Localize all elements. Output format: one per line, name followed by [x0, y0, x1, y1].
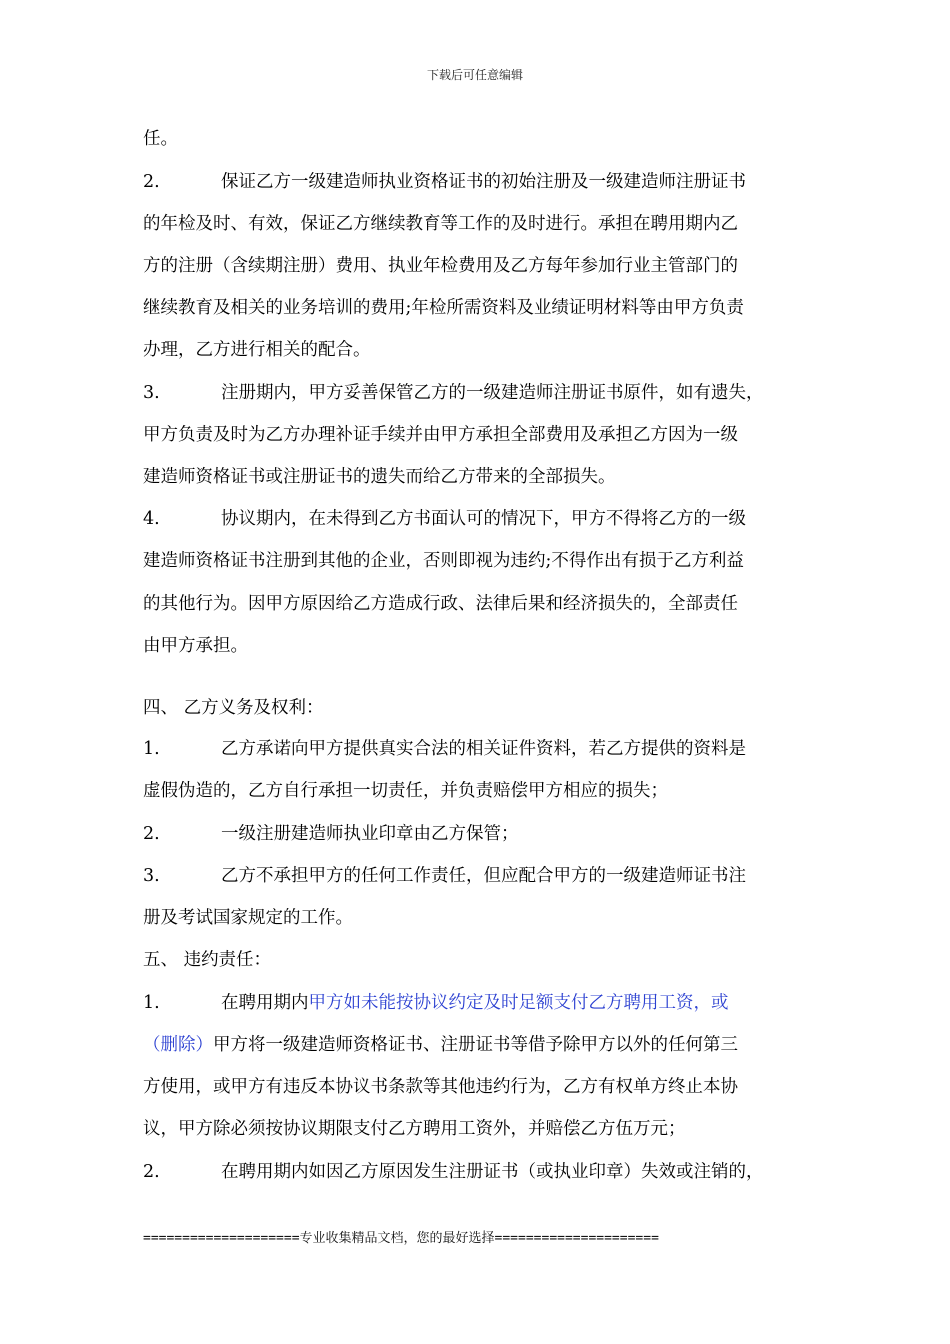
list-item-2: 2. 一级注册建造师执业印章由乙方保管； [143, 824, 519, 844]
text-line: 的年检及时、有效，保证乙方继续教育等工作的及时进行。承担在聘用期内乙 [143, 214, 738, 234]
list-item-3: 3. 注册期内，甲方妥善保管乙方的一级建造师注册证书原件，如有遗失， [143, 383, 764, 403]
page-header: 下载后可任意编辑 [426, 68, 523, 82]
section-heading-4: 四、 乙方义务及权利： [143, 698, 324, 718]
text-line: （删除）甲方将一级建造师资格证书、注册证书等借予除甲方以外的任何第三 [143, 1035, 738, 1055]
section-heading-5: 五、 违约责任： [143, 950, 272, 970]
list-item-1: 1. 乙方承诺向甲方提供真实合法的相关证件资料，若乙方提供的资料是 [143, 739, 746, 759]
text-line: 建造师资格证书或注册证书的遗失而给乙方带来的全部损失。 [143, 467, 616, 487]
list-item-3: 3. 乙方不承担甲方的任何工作责任，但应配合甲方的一级建造师证书注 [143, 866, 746, 886]
text-line: 继续教育及相关的业务培训的费用;年检所需资料及业绩证明材料等由甲方负责 [143, 298, 744, 318]
list-item-4: 4. 协议期内，在未得到乙方书面认可的情况下，甲方不得将乙方的一级 [143, 509, 746, 529]
text-line: 办理，乙方进行相关的配合。 [143, 340, 371, 360]
text-line: 任。 [143, 129, 178, 149]
text-line: 由甲方承担。 [143, 636, 248, 656]
text-line: 甲方负责及时为乙方办理补证手续并由甲方承担全部费用及承担乙方因为一级 [143, 425, 738, 445]
list-item-2: 2. 在聘用期内如因乙方原因发生注册证书（或执业印章）失效或注销的， [143, 1162, 764, 1182]
text-line: 虚假伪造的，乙方自行承担一切责任，并负责赔偿甲方相应的损失； [143, 781, 668, 801]
text-line: 的其他行为。因甲方原因给乙方造成行政、法律后果和经济损失的，全部责任 [143, 594, 738, 614]
text-line: 方使用，或甲方有违反本协议书条款等其他违约行为，乙方有权单方终止本协 [143, 1077, 738, 1097]
list-item-1: 1. 在聘用期内甲方如未能按协议约定及时足额支付乙方聘用工资，或 [143, 993, 729, 1013]
page-footer: ====================专业收集精品文档，您的最好选择===================== [143, 1231, 659, 1246]
highlighted-text: 甲方如未能按协议约定及时足额支付乙方聘用工资，或 [308, 993, 729, 1013]
text-line: 册及考试国家规定的工作。 [143, 908, 353, 928]
text-line: 建造师资格证书注册到其他的企业，否则即视为违约;不得作出有损于乙方利益 [143, 551, 744, 571]
highlighted-text: （删除） [143, 1035, 213, 1055]
text-line: 议，甲方除必须按协议期限支付乙方聘用工资外，并赔偿乙方伍万元； [143, 1119, 686, 1139]
list-item-2: 2. 保证乙方一级建造师执业资格证书的初始注册及一级建造师注册证书 [143, 172, 746, 192]
text-line: 方的注册（含续期注册）费用、执业年检费用及乙方每年参加行业主管部门的 [143, 256, 738, 276]
